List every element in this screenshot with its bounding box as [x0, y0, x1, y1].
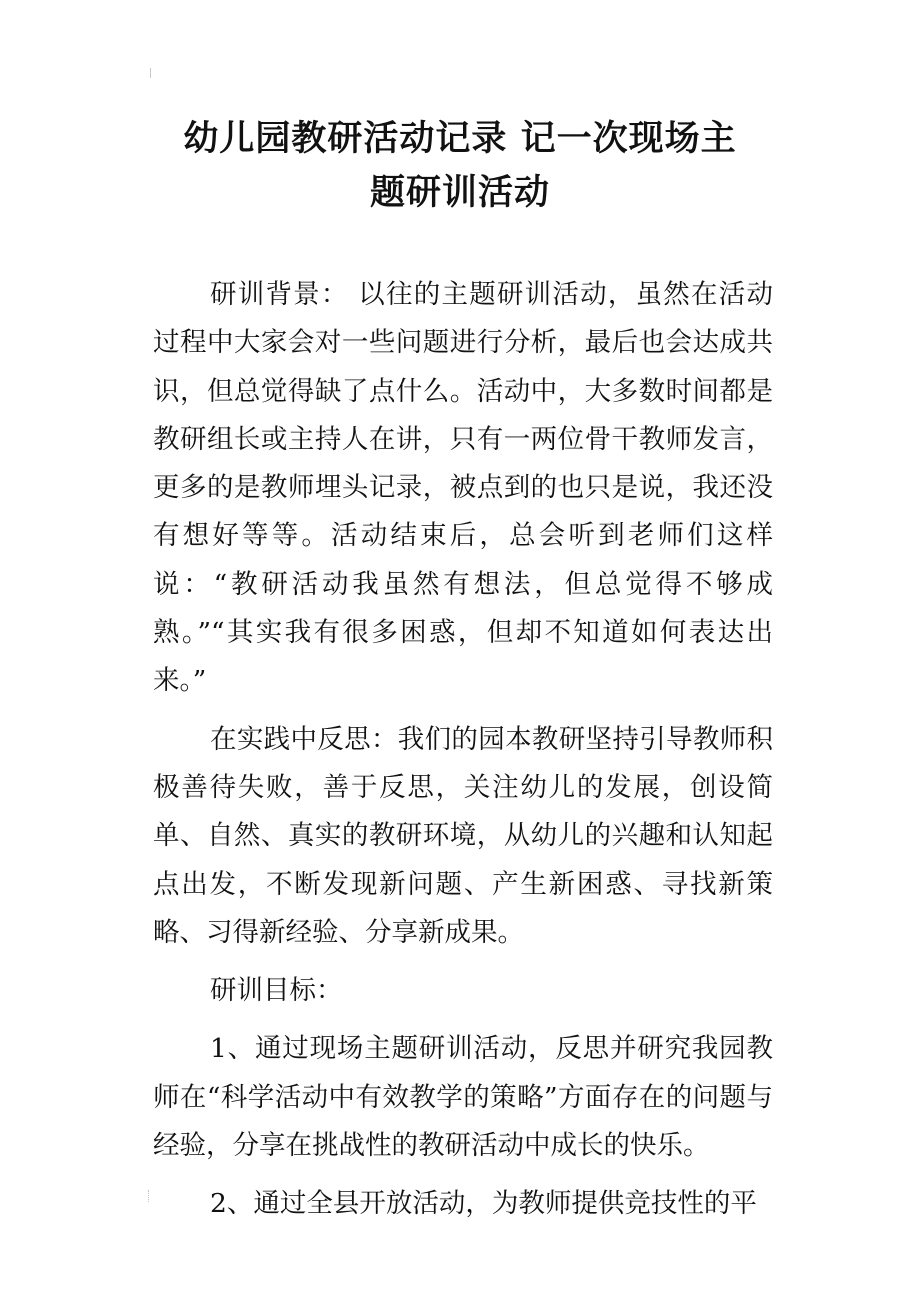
title-line-1: 幼儿园教研活动记录 记一次现场主	[183, 119, 737, 159]
crop-mark-top	[150, 68, 155, 78]
crop-mark-bottom	[148, 1190, 153, 1202]
document-body	[153, 271, 773, 1229]
paragraph-goals-heading: 研训目标：	[210, 975, 343, 1007]
paragraph-goal-1: 1、通过现场主题研训活动，反思并研究我园教师在“科学活动中有效教学的策略”方面存在的问题与经验，分享在挑战性的教研活动中成长的快乐。	[153, 1033, 773, 1162]
document-title	[140, 112, 780, 220]
paragraph-background: 研训背景： 以往的主题研训活动，虽然在活动过程中大家会对一些问题进行分析，最后也会达成共识，但总觉得缺了点什么。活动中，大多数时间都是教研组长或主持人在讲，只有一两位骨干教师发言，更多的是教师埋头记录，被点到的也只是说，我还没有想好等等。活动结束后，总会听到老师们这样说：“教研活动我虽然有想法，但总觉得不够成熟。”“其实我有很多困惑，但却不知道如何表达出来。”	[153, 279, 773, 697]
title-line-2: 题研训活动	[369, 173, 550, 213]
paragraph-reflection: 在实践中反思：我们的园本教研坚持引导教师积极善待失败，善于反思，关注幼儿的发展，创设简单、自然、真实的教研环境，从幼儿的兴趣和认知起点出发，不断发现新问题、产生新困惑、寻找新策略、习得新经验、分享新成果。	[153, 723, 773, 948]
paragraph-goal-2: 2、通过全县开放活动，为教师提供竞技性的平	[210, 1188, 757, 1220]
